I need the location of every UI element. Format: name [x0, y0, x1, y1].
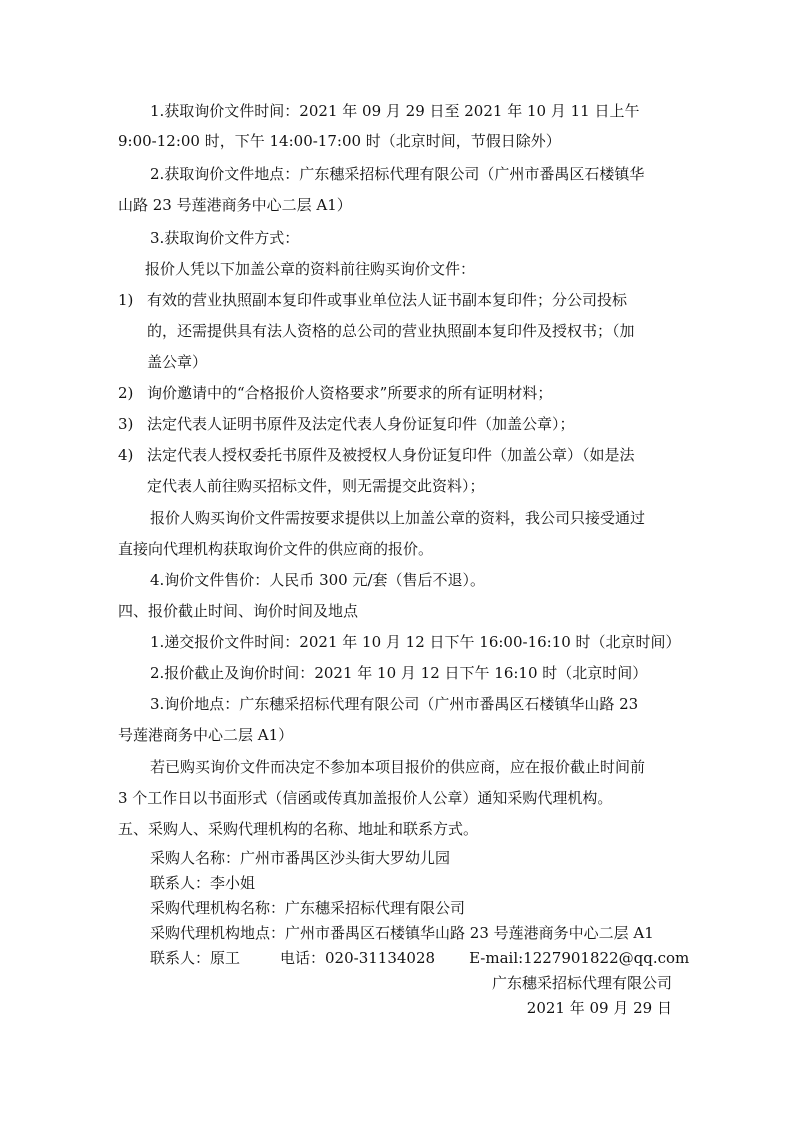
text-line: 山路 23 号莲港商务中心二层 A1）: [118, 196, 352, 214]
section-heading: 四、报价截止时间、询价时间及地点: [118, 602, 359, 620]
text-line: 的，还需提供具有法人资格的总公司的营业执照副本复印件及授权书；（加: [147, 322, 635, 340]
contact-phone: 电话：020-31134028: [280, 949, 436, 967]
text-line: 报价人购买询价文件需按要求提供以上加盖公章的资料，我公司只接受通过: [150, 509, 646, 527]
signature-date: 2021 年 09 月 29 日: [526, 999, 672, 1017]
text-line: 采购代理机构名称：广东穗采招标代理有限公司: [150, 899, 466, 917]
contact-line: [150, 948, 710, 968]
text-line: 1.获取询价文件时间：2021 年 09 月 29 日至 2021 年 10 月 11 日上午: [150, 102, 640, 120]
text-line: 9:00-12:00 时，下午 14:00-17:00 时（北京时间，节假日除外）: [118, 132, 561, 150]
text-line: 询价邀请中的“合格报价人资格要求”所要求的所有证明材料；: [147, 384, 553, 402]
list-marker: 1): [118, 291, 134, 309]
text-line: 3.询价地点：广东穗采招标代理有限公司（广州市番禺区石楼镇华山路 23: [150, 695, 639, 713]
list-marker: 3): [118, 415, 134, 433]
contact-person: 联系人：原工: [150, 949, 241, 967]
text-line: 采购人名称：广州市番禺区沙头街大罗幼儿园: [150, 849, 451, 867]
text-line: 有效的营业执照副本复印件或事业单位法人证书副本复印件；分公司投标: [147, 291, 628, 309]
list-marker: 4): [118, 446, 134, 464]
text-line: 3 个工作日以书面形式（信函或传真加盖报价人公章）通知采购代理机构。: [118, 789, 613, 807]
text-line: 采购代理机构地点：广州市番禺区石楼镇华山路 23 号莲港商务中心二层 A1: [150, 924, 654, 942]
section-heading: 五、采购人、采购代理机构的名称、地址和联系方式。: [118, 820, 479, 838]
text-line: 若已购买询价文件而决定不参加本项目报价的供应商，应在报价截止时间前: [150, 758, 646, 776]
text-line: 1.递交报价文件时间：2021 年 10 月 12 日下午 16:00-16:10 时（北京时间）: [150, 633, 681, 651]
text-line: 定代表人前往购买招标文件，则无需提交此资料）；: [147, 477, 485, 495]
text-line: 法定代表人证明书原件及法定代表人身份证复印件（加盖公章）；: [147, 415, 575, 433]
list-marker: 2): [118, 384, 134, 402]
text-line: 4.询价文件售价：人民币 300 元/套（售后不退）。: [150, 571, 486, 589]
signature-company: 广东穗采招标代理有限公司: [491, 974, 672, 992]
text-line: 盖公章）: [147, 353, 208, 371]
text-line: 联系人：李小姐: [150, 874, 256, 892]
text-line: 直接向代理机构获取询价文件的供应商的报价。: [118, 540, 434, 558]
text-line: 3.获取询价文件方式：: [150, 229, 300, 247]
contact-email: E-mail:1227901822@qq.com: [469, 949, 690, 967]
text-line: 法定代表人授权委托书原件及被授权人身份证复印件（加盖公章）（如是法: [147, 446, 635, 464]
text-line: 报价人凭以下加盖公章的资料前往购买询价文件：: [145, 260, 476, 278]
text-line: 2.报价截止及询价时间：2021 年 10 月 12 日下午 16:10 时（北京时间）: [150, 664, 648, 682]
text-line: 2.获取询价文件地点：广东穗采招标代理有限公司（广州市番禺区石楼镇华: [150, 165, 645, 183]
text-line: 号莲港商务中心二层 A1）: [118, 726, 294, 744]
